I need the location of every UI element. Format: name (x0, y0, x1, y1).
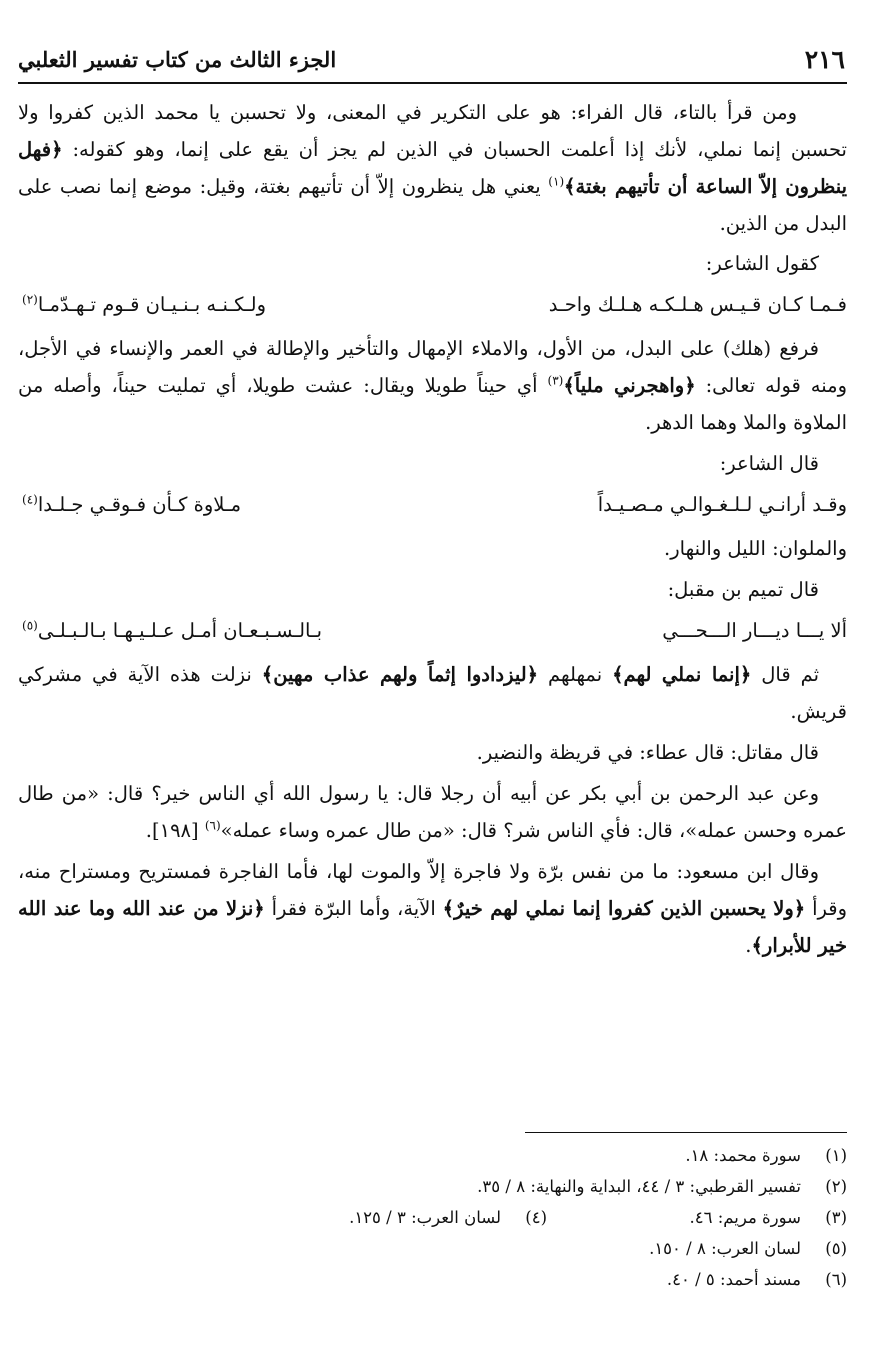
quran-quote: ﴿إنما نملي لهم﴾ (612, 663, 752, 686)
text-span: ثم قال (751, 663, 820, 686)
footnote (18, 1233, 847, 1264)
text-span: ومن قرأ بالتاء، قال الفراء: هو على التكرير في المعنى، ولا تحسبن يا محمد الذين كفروا ولا تحسبن إنما نملي، لأنك إذا أعلمت الحسبان في الذين لم يجز أن يقع على إنما، وهو كقوله: (18, 101, 847, 161)
quran-quote: ﴿واهجرني ملياً﴾ (563, 374, 696, 397)
verse-gap (407, 286, 463, 324)
footnote-text: مسند أحمد: ٥ / ٤٠. (666, 1270, 801, 1289)
quran-quote: ﴿فهل ينظرون إلاّ الساعة أن تأتيهم بغتة﴾ (18, 138, 848, 198)
quran-quote: ﴿نزلا من عند الله وما عند الله خير للأبرار﴾ (18, 897, 847, 957)
header-rule (18, 82, 847, 84)
verse-first-hemistich: وقـد أرانـي لـلـغـوالـي مـصـيـداً (597, 493, 847, 516)
footnote (18, 1171, 847, 1202)
footnote-ref: (٤) (22, 492, 38, 507)
footnote-ref: (١) (548, 174, 565, 189)
text-span: يعني هل ينظرون إلاّ أن تأتيهم بغتة، وقيل: موضع إنما نصب على البدل من الذين. (18, 175, 847, 235)
poetry-verse (18, 486, 847, 524)
verse-second-hemistich (18, 486, 407, 524)
footnote-text: لسان العرب: ٨ / ١٥٠. (649, 1239, 801, 1258)
footnote-ref: (٦) (204, 818, 221, 833)
paragraph (18, 94, 847, 242)
paragraph: والملوان: الليل والنهار. (664, 537, 847, 560)
footnote-number: (٣) (825, 1208, 847, 1227)
poetry-verse (18, 612, 847, 650)
footnote-number: (٥) (825, 1239, 847, 1258)
running-header (18, 38, 845, 78)
text-span: نزلت هذه الآية في مشركي قريش. (18, 663, 847, 723)
footnote (247, 1202, 547, 1233)
text-span: [١٩٨]. (145, 819, 205, 842)
text-span: نمهلهم (538, 663, 613, 686)
footnote-number: (٢) (825, 1177, 847, 1196)
footnote-text: تفسير القرطبي: ٣ / ٤٤، البداية والنهاية: ٨ / ٣٥. (477, 1177, 801, 1196)
paragraph: قال مقاتل: قال عطاء: في قريظة والنضير. (476, 741, 819, 764)
page-number: ٢١٦ (804, 45, 845, 74)
paragraph (18, 330, 847, 441)
text-span: الآية، وأما البرّة فقرأ (264, 897, 443, 920)
paragraph (18, 853, 847, 964)
paragraph: كقول الشاعر: (705, 252, 819, 275)
quran-quote: ﴿ولا يحسبن الذين كفروا إنما نملي لهم خيرٌ﴾ (442, 897, 806, 920)
footnote-number: (١) (825, 1146, 847, 1165)
quran-quote: ﴿ليزدادوا إثماً ولهم عذاب مهين﴾ (261, 663, 539, 686)
footnote-number: (٦) (825, 1270, 847, 1289)
text-span: فرفع (هلك) على البدل، من الأول، والاملاء الإمهال والتأخير والإطالة في العمر والإنساء في الأجل، ومنه قوله تعالى: (18, 337, 847, 397)
footnote (547, 1202, 847, 1233)
text-span: مـلاوة كـأن فـوقـي جـلـدا (37, 493, 242, 516)
footnote-ref: (٥) (22, 618, 38, 633)
footnotes (18, 1140, 847, 1295)
footnote-text: لسان العرب: ٣ / ١٢٥. (349, 1208, 501, 1227)
paragraph: قال تميم بن مقبل: (667, 578, 819, 601)
verse-second-hemistich (18, 612, 407, 650)
poetry-verse (18, 286, 847, 324)
verse-gap (407, 612, 463, 650)
paragraph (18, 775, 847, 849)
text-span: أي حيناً طويلا ويقال: عشت طويلا، أي تمليت حيناً، وأصله من الملاوة والملا وهما الدهر. (18, 374, 847, 434)
footnote-row (18, 1202, 847, 1233)
verse-gap (407, 486, 463, 524)
book-title: الجزء الثالث من كتاب تفسير الثعلبي (18, 47, 337, 72)
verse-first-hemistich: ألا يـــا ديـــار الـــحـــي (662, 619, 847, 642)
footnote-text: سورة مريم: ٤٦. (689, 1208, 801, 1227)
footnote-ref: (٣) (547, 373, 564, 388)
footnote-ref: (٢) (22, 292, 38, 307)
text-span: . (745, 934, 752, 957)
verse-first-hemistich: فـمـا كـان قـيـس هـلـكـه هـلـك واحـد (548, 293, 847, 316)
footnote (18, 1140, 847, 1171)
footnote (18, 1264, 847, 1295)
text-span: بـالـسـبـعـان أمـل عـلـيـهـا بـالـبـلـى (37, 619, 323, 642)
verse-second-hemistich (18, 286, 407, 324)
footnote-text: سورة محمد: ١٨. (685, 1146, 801, 1165)
text-span: وقال ابن مسعود: ما من نفس برّة ولا فاجرة إلاّ والموت لها، فأما الفاجرة فمستريح ومستراح منه، وقرأ (18, 860, 847, 920)
main-text (18, 94, 847, 968)
footnote-rule (525, 1132, 847, 1133)
paragraph: قال الشاعر: (719, 452, 819, 475)
paragraph (18, 656, 847, 730)
footnote-number: (٤) (525, 1208, 547, 1227)
text-span: ولـكـنـه بـنـيـان قـوم تـهـدّمـا (37, 293, 266, 316)
text-span: وعن عبد الرحمن بن أبي بكر عن أبيه أن رجلا قال: يا رسول الله أي الناس خير؟ قال: «من طال عمره وحسن عمله»، قال: فأي الناس شر؟ قال: «من طال عمره وساء عمله» (18, 782, 847, 842)
